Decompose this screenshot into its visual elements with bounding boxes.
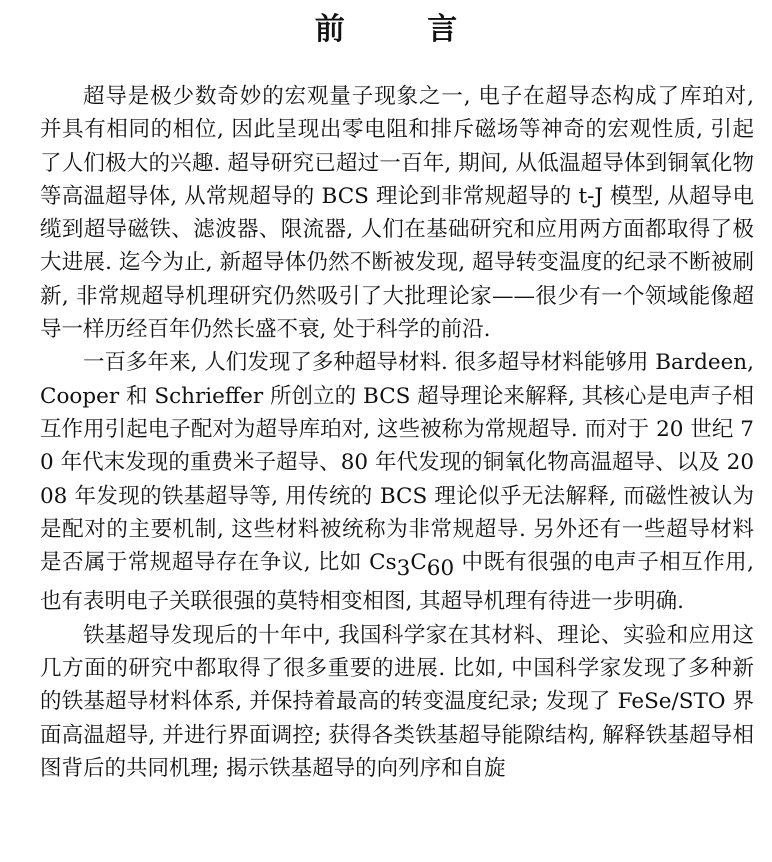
formula-subscript-2: 60 — [426, 556, 455, 582]
chemical-formula — [369, 550, 455, 582]
paragraph-2 — [40, 346, 754, 618]
paragraph-2-text-after: 中既有很强的电声子相互作用, 也有表明电子关联很强的莫特相变相图, 其超导机理有待进一步明确. — [40, 550, 754, 615]
body-text — [40, 80, 754, 785]
paragraph-2-text-before: 一百多年来, 人们发现了多种超导材料. 很多超导材料能够用 Bardeen, Cooper 和 Schrieffer 所创立的 BCS 超导理论来解释, 其核心是电声子相互作用引起电子配对为超导库珀对, 这些被称为常规超导. 而对于 20 世纪 70 年代末发现的重费米子超导、80 年代发现的铜氧化物高温超导、以及 2008 年发现的铁基超导等, 用传统的 BCS 理论似乎无法解释, 而磁性被认为是配对的主要机制, 这些材料被统称为非常规超导. 另外还有一些超导材料是否属于常规超导存在争议, 比如 — [40, 350, 754, 576]
paragraph-1: 超导是极少数奇妙的宏观量子现象之一, 电子在超导态构成了库珀对, 并具有相同的相位, 因此呈现出零电阻和排斥磁场等神奇的宏观性质, 引起了人们极大的兴趣. 超导研究已超过一百年, 期间, 从低温超导体到铜氧化物等高温超导体, 从常规超导的 BCS 理论到非常规超导的 t-J 模型, 从超导电缆到超导磁铁、滤波器、限流器, 人们在基础研究和应用两方面都取得了极大进展. 迄今为止, 新超导体仍然不断被发现, 超导转变温度的纪录不断被刷新, 非常规超导机理研究仍然吸引了大批理论家——很少有一个领域能像超导一样历经百年仍然长盛不衰, 处于科学的前沿. — [40, 84, 754, 343]
paragraph-3: 铁基超导发现后的十年中, 我国科学家在其材料、理论、实验和应用这几方面的研究中都取得了很多重要的进展. 比如, 中国科学家发现了多种新的铁基超导材料体系, 并保持着最高的转变温度纪录; 发现了 FeSe/STO 界面高温超导, 并进行界面调控; 获得各类铁基超导能隙结构, 解释铁基超导相图背后的共同机理; 揭示铁基超导的向列序和自旋 — [40, 622, 754, 781]
formula-part-1: Cs — [369, 550, 397, 576]
formula-subscript-1: 3 — [396, 556, 411, 582]
formula-part-2: C — [410, 550, 427, 576]
page-title: 前 言 — [314, 12, 494, 47]
